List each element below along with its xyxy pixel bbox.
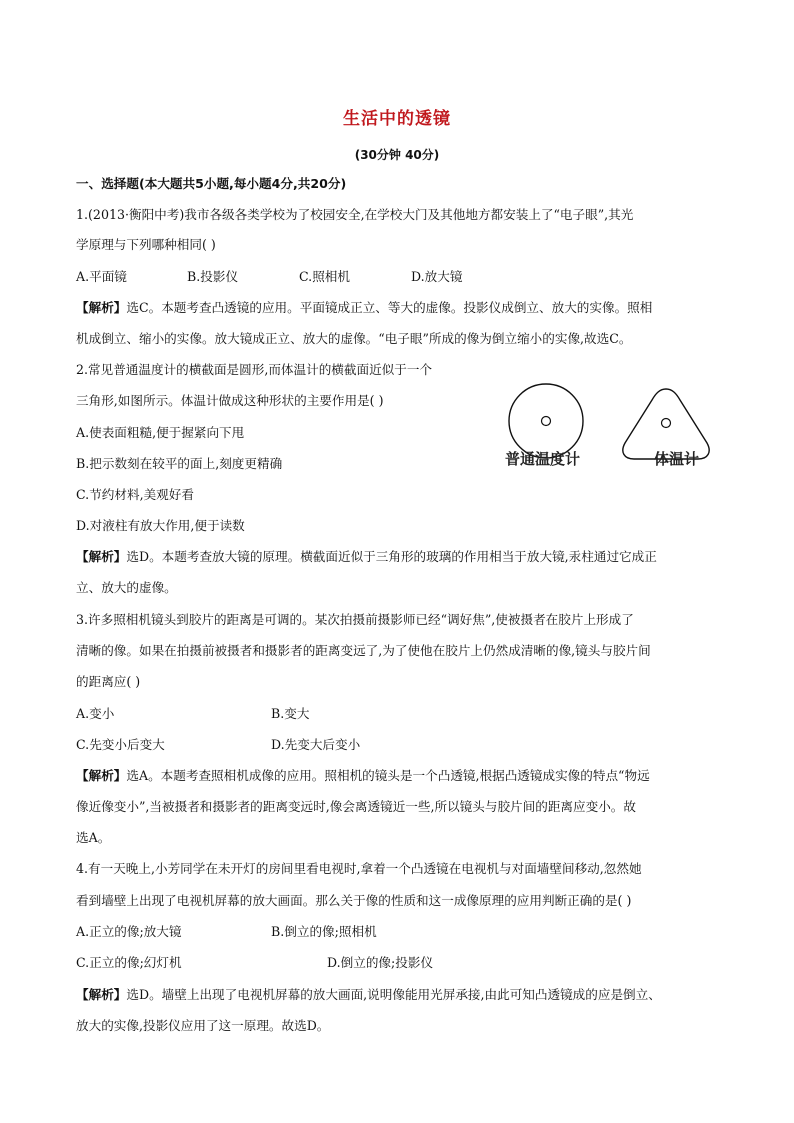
q1-analysis-tag: 【解析】 — [76, 300, 127, 315]
q4-option-b: B.倒立的像;照相机 — [271, 924, 377, 939]
ordinary-thermometer-label: 普通温度计 — [505, 450, 581, 468]
q2-option-d: D.对液柱有放大作用,便于读数 — [76, 518, 245, 533]
q3-analysis-line-1: 【解析】选A。本题考查照相机成像的应用。照相机的镜头是一个凸透镜,根据凸透镜成实像的特点“物远 — [76, 768, 650, 783]
q2-analysis-line-1: 【解析】选D。本题考查放大镜的原理。横截面近似于三角形的玻璃的作用相当于放大镜,汞柱通过它成正 — [76, 549, 657, 564]
q2-option-b: B.把示数刻在较平的面上,刻度更精确 — [76, 456, 283, 471]
q4-stem-line-2: 看到墙壁上出现了电视机屏幕的放大画面。那么关于像的性质和这一成像原理的应用判断正确的是( ) — [76, 893, 632, 908]
section-heading: 一、选择题(本大题共5小题,每小题4分,共20分) — [76, 176, 347, 191]
q1-option-a: A.平面镜 — [76, 269, 127, 284]
q3-analysis-tag: 【解析】 — [76, 768, 127, 783]
q2-analysis-tag: 【解析】 — [76, 549, 127, 564]
q3-analysis-line-3: 选A。 — [76, 830, 111, 845]
q3-option-d: D.先变大后变小 — [271, 737, 361, 752]
q4-stem-line-1: 4.有一天晚上,小芳同学在未开灯的房间里看电视时,拿着一个凸透镜在电视机与对面墙壁间移动,忽然她 — [76, 861, 642, 876]
time-score-subtitle: (30分钟 40分) — [354, 148, 440, 162]
q2-option-c: C.节约材料,美观好看 — [76, 487, 194, 502]
q3-analysis-line-2: 像近像变小”,当被摄者和摄影者的距离变远时,像会离透镜近一些,所以镜头与胶片间的距离应变小。故 — [76, 799, 636, 814]
page-title: 生活中的透镜 — [343, 109, 451, 129]
q4-analysis-tag: 【解析】 — [76, 987, 127, 1002]
q3-option-b: B.变大 — [271, 706, 310, 721]
q1-stem-line-1: 1.(2013·衡阳中考)我市各级各类学校为了校园安全,在学校大门及其他地方都安装上了“电子眼”,其光 — [76, 207, 634, 222]
q1-analysis-line-2: 机成倒立、缩小的实像。放大镜成正立、放大的虚像。“电子眼”所成的像为倒立缩小的实像,故选C。 — [76, 331, 632, 346]
q3-option-c: C.先变小后变大 — [76, 737, 165, 752]
q4-analysis-line-1: 【解析】选D。墙壁上出现了电视机屏幕的放大画面,说明像能用光屏承接,由此可知凸透镜成的应是倒立、 — [76, 987, 661, 1002]
q4-option-a: A.正立的像;放大镜 — [76, 924, 182, 939]
q4-analysis-line-2: 放大的实像,投影仪应用了这一原理。故选D。 — [76, 1018, 330, 1033]
q1-option-b: B.投影仪 — [187, 269, 239, 284]
q3-option-a: A.变小 — [76, 706, 115, 721]
q1-option-c: C.照相机 — [299, 269, 350, 284]
q1-option-d: D.放大镜 — [411, 269, 463, 284]
q4-option-d: D.倒立的像;投影仪 — [327, 955, 434, 970]
q1-stem-line-2: 学原理与下列哪种相同( ) — [76, 237, 216, 252]
q3-stem-line-1: 3.许多照相机镜头到胶片的距离是可调的。某次拍摄前摄影师已经“调好焦”,使被摄者在胶片上形成了 — [76, 612, 634, 627]
q1-analysis-line-1: 【解析】选C。本题考查凸透镜的应用。平面镜成正立、等大的虚像。投影仪成倒立、放大的实像。照相 — [76, 300, 653, 315]
q2-stem-line-1: 2.常见普通温度计的横截面是圆形,而体温计的横截面近似于一个 — [76, 362, 433, 377]
clinical-thermometer-label: 体温计 — [654, 450, 700, 468]
q2-analysis-line-2: 立、放大的虚像。 — [76, 580, 177, 595]
q3-stem-line-2: 清晰的像。如果在拍摄前被摄者和摄影者的距离变远了,为了使他在胶片上仍然成清晰的像,镜头与胶片间 — [76, 643, 651, 658]
q2-stem-line-2: 三角形,如图所示。体温计做成这种形状的主要作用是( ) — [76, 393, 384, 408]
q2-option-a: A.使表面粗糙,便于握紧向下甩 — [76, 425, 245, 440]
clinical-thermometer-bore — [662, 419, 671, 428]
q3-stem-line-3: 的距离应( ) — [76, 674, 141, 689]
ordinary-thermometer-bore — [542, 417, 551, 426]
q4-option-c: C.正立的像;幻灯机 — [76, 955, 182, 970]
ordinary-thermometer-cross-section — [509, 384, 583, 458]
